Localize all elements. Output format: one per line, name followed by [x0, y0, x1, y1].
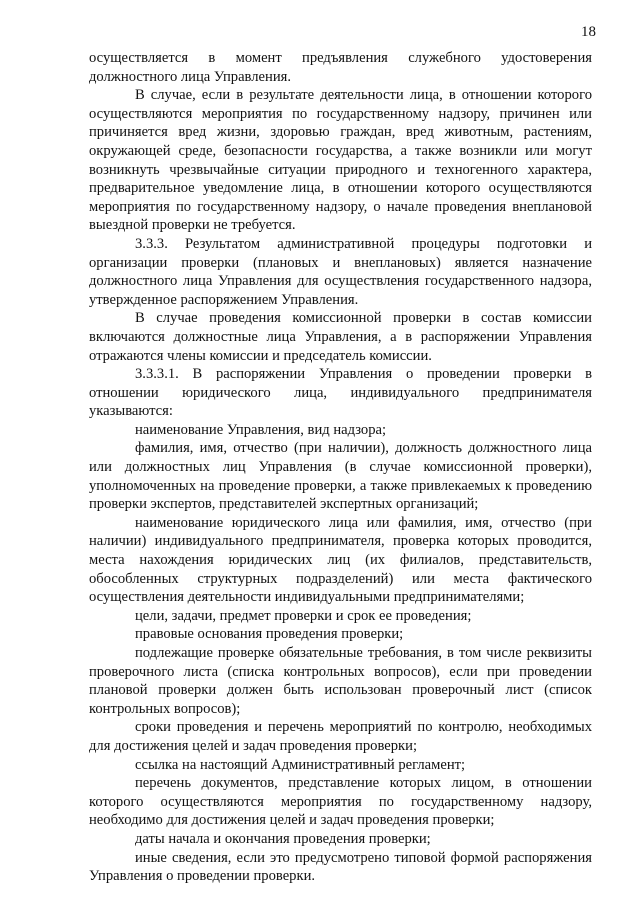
list-item: перечень документов, представление которых лицом, в отношении которого осуществляются мероприятия по государственному надзору, необходимо для достижения целей и задач проведения проверки; [89, 775, 592, 829]
list-item: правовые основания проведения проверки; [135, 626, 404, 643]
list-item: наименование юридического лица или фамилия, имя, отчество (при наличии) индивидуального предпринимателя, проверка которых проводится, места нахождения юридических лиц (их филиалов, представительств, обособленных структурных подразделений) или места фактического осуществления деятельности индивидуальными предпринимателями; [89, 514, 592, 606]
paragraph: 3.3.3. Результатом административной процедуры подготовки и организации проверки (плановых и внеплановых) является назначение должностного лица Управления для осуществления государственного надзора, утвержденное распоряжением Управления. [89, 235, 592, 308]
list-item: ссылка на настоящий Административный регламент; [135, 756, 466, 773]
paragraph: 3.3.3.1. В распоряжении Управления о проведении проверки в отношении юридического лица, индивидуального предпринимателя указываются: [89, 366, 592, 420]
list-item: подлежащие проверке обязательные требования, в том числе реквизиты проверочного листа (списка контрольных вопросов), если при проведении плановой проверки должен быть использован проверочный лист (список контрольных вопросов); [89, 645, 592, 717]
list-item: фамилия, имя, отчество (при наличии), должность должностного лица или должностных лиц Управления (в случае комиссионной проверки), уполномоченных на проведение проверки, а также привлекаемых к проведению проверки экспертов, представителей экспертных организаций; [89, 440, 592, 513]
paragraph: В случае проведения комиссионной проверки в состав комиссии включаются должностные лица Управления, а в распоряжении Управления отражаются члены комиссии и председатель комиссии. [89, 310, 592, 364]
list-item: цели, задачи, предмет проверки и срок ее проведения; [135, 607, 472, 624]
page-number: 18 [581, 24, 596, 40]
paragraph: осуществляется в момент предъявления служебного удостоверения должностного лица Управления. [89, 50, 592, 85]
list-item: даты начала и окончания проведения проверки; [135, 830, 431, 847]
list-item: наименование Управления, вид надзора; [135, 421, 387, 438]
document-body [89, 49, 592, 886]
list-item: сроки проведения и перечень мероприятий по контролю, необходимых для достижения целей и задач проведения проверки; [89, 719, 592, 754]
paragraph: В случае, если в результате деятельности лица, в отношении которого осуществляются мероприятия по государственному надзору, причинен или причиняется вред жизни, здоровью граждан, вред животным, растениям, окружающей среде, безопасности государства, а также возникли или могут возникнуть чрезвычайные ситуации природного и техногенного характера, предварительное уведомление лица, в отношении которого осуществляются мероприятия по государственному надзору, о начале проведения внеплановой выездной проверки не требуется. [89, 87, 592, 234]
list-item: иные сведения, если это предусмотрено типовой формой распоряжения Управления о проведении проверки. [89, 849, 592, 885]
